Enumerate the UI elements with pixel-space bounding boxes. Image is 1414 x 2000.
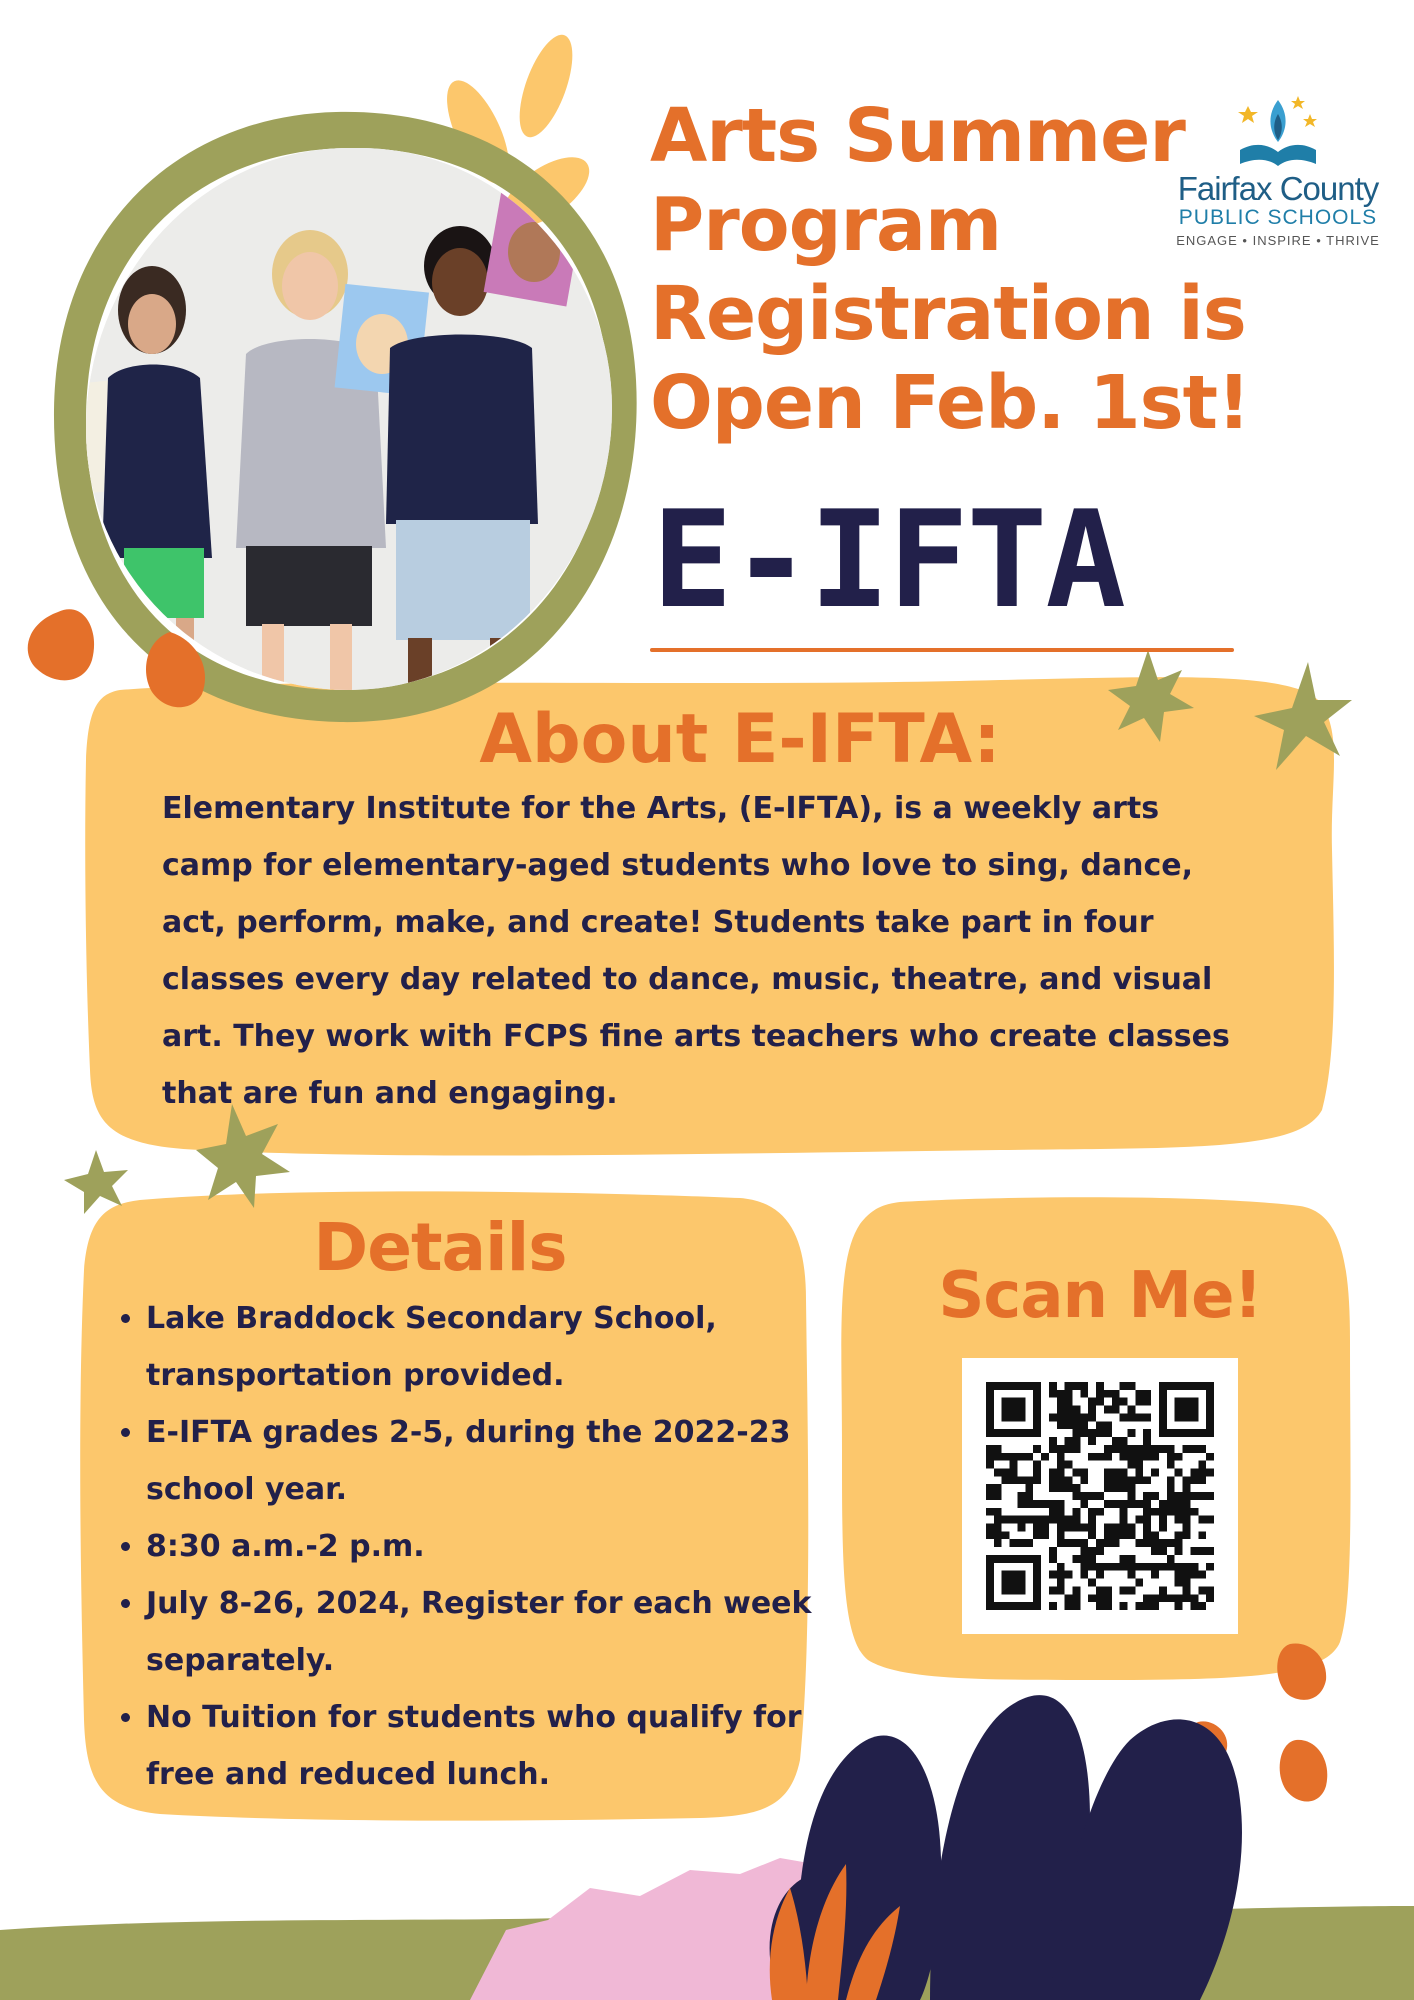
star-shape: [64, 1150, 128, 1214]
leaf-shape: [509, 28, 584, 143]
qr-code-icon: [986, 1382, 1214, 1610]
headline-line-2: Program: [650, 182, 1002, 268]
book-flame-stars-icon: [1236, 92, 1320, 170]
title-underline: [650, 648, 1234, 652]
program-name: E-IFTA: [652, 482, 1125, 638]
logo-name: Fairfax County: [1177, 170, 1379, 207]
details-item-location: • Lake Braddock Secondary School, transportation provided.: [146, 1290, 846, 1404]
scan-title: Scan Me!: [938, 1259, 1262, 1333]
logo-tagline: ENGAGE • INSPIRE • THRIVE: [1176, 233, 1380, 248]
orange-blob: [28, 609, 94, 680]
headline: [650, 92, 1250, 448]
students-photo: [86, 148, 612, 690]
headline-line-1: Arts Summer: [650, 93, 1185, 179]
details-list: [100, 1290, 846, 1803]
details-title: Details: [313, 1209, 567, 1286]
details-item-dates: • July 8-26, 2024, Register for each week separately.: [146, 1575, 846, 1689]
details-item-tuition: • No Tuition for students who qualify for free and reduced lunch.: [146, 1689, 846, 1803]
details-item-time: • 8:30 a.m.-2 p.m.: [146, 1518, 846, 1575]
about-body: Elementary Institute for the Arts, (E-IFTA), is a weekly arts camp for elementary-aged students who love to sing, dance, act, perform, make, and create! Students take part in four classes every day related to dance, music, theatre, and visual art. They work with FCPS fine arts teachers who create classes that are fun and engaging.: [162, 791, 1230, 1111]
headline-line-3: Registration is: [650, 271, 1246, 357]
details-item-grades: • E-IFTA grades 2-5, during the 2022-23 school year.: [146, 1404, 846, 1518]
fcps-logo: [1158, 92, 1398, 252]
headline-line-4: Open Feb. 1st!: [650, 360, 1250, 446]
students-with-artwork-photo: [86, 148, 612, 690]
about-title: About E-IFTA:: [479, 700, 1001, 779]
logo-subtitle: PUBLIC SCHOOLS: [1178, 206, 1378, 229]
qr-code[interactable]: [962, 1358, 1238, 1634]
orange-blob: [1280, 1740, 1328, 1802]
